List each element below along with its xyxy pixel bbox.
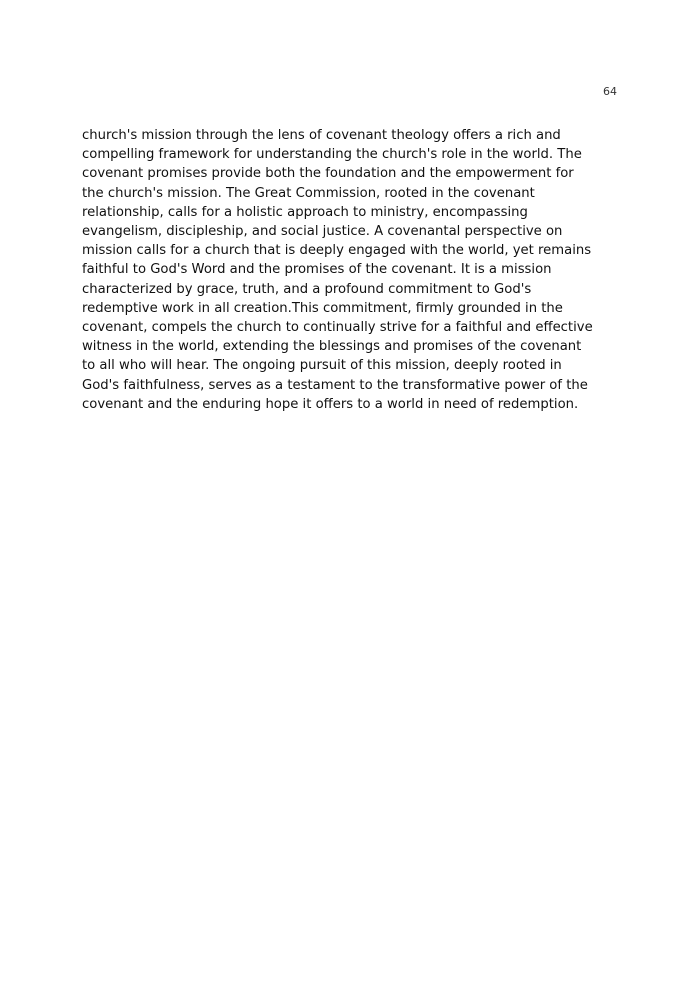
text-line: characterized by grace, truth, and a profound commitment to God's — [82, 281, 532, 297]
text-line: covenant and the enduring hope it offers to a world in need of redemption. — [82, 396, 579, 412]
text-line: covenant, compels the church to continually strive for a faithful and effective — [82, 320, 593, 336]
text-line: church's mission through the lens of covenant theology offers a rich and — [82, 128, 561, 143]
text-line: mission calls for a church that is deeply engaged with the world, yet remains — [82, 243, 592, 259]
text-line: the church's mission. The Great Commission, rooted in the covenant — [82, 185, 535, 201]
text-line: God's faithfulness, serves as a testament to the transformative power of the — [82, 377, 588, 393]
text-line: covenant promises provide both the foundation and the empowerment for — [82, 166, 574, 182]
text-line: faithful to God's Word and the promises of the covenant. It is a mission — [82, 262, 552, 278]
text-line: relationship, calls for a holistic approach to ministry, encompassing — [82, 204, 528, 220]
text-line: witness in the world, extending the blessings and promises of the covenant — [82, 339, 582, 355]
body-paragraph — [82, 126, 618, 414]
text-line: to all who will hear. The ongoing pursuit of this mission, deeply rooted in — [82, 358, 562, 374]
text-line: redemptive work in all creation.This commitment, firmly grounded in the — [82, 300, 563, 316]
text-line: compelling framework for understanding the church's role in the world. The — [82, 147, 582, 163]
text-line: evangelism, discipleship, and social justice. A covenantal perspective on — [82, 224, 563, 240]
page-number: 64 — [603, 85, 617, 98]
